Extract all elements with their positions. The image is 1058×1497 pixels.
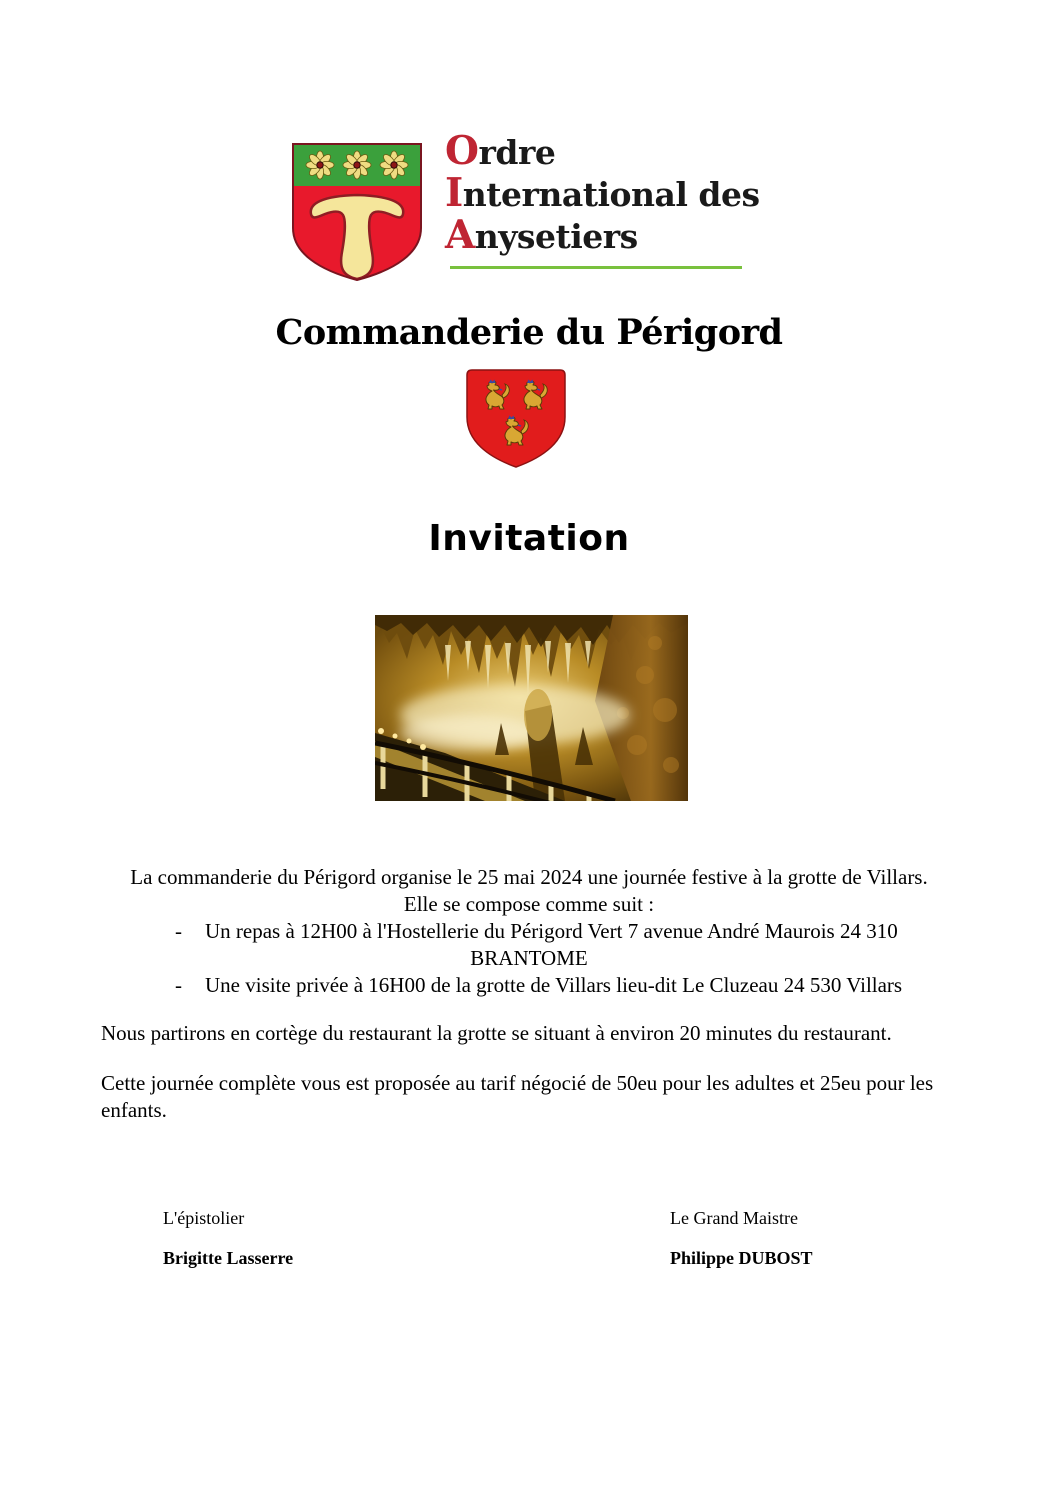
tarif-paragraph [101, 1070, 971, 1124]
signature-left-name: Brigitte Lasserre [163, 1248, 294, 1268]
organisation-name [445, 128, 775, 258]
org-line-3: Anysetiers [445, 212, 638, 258]
bullet-1-text: Un repas à 12H00 à l'Hostellerie du Périgord Vert 7 avenue André Maurois 24 310 [205, 919, 898, 943]
intro-line-1: La commanderie du Périgord organise le 25 mai 2024 une journée festive à la grotte de Villars. [130, 865, 928, 889]
logo-underline [450, 266, 742, 269]
bullet-1-continuation: BRANTOME [470, 946, 588, 970]
org-line-1: Ordre [445, 128, 556, 174]
bullet-1-dash: - [175, 919, 182, 943]
commanderie-title: Commanderie du Périgord [275, 312, 783, 353]
signature-left-role: L'épistolier [163, 1208, 245, 1228]
intro-paragraph [100, 864, 958, 918]
tarif-line-1: Cette journée complète vous est proposée au tarif négocié de 50eu pour les adultes et 25eu pour les [101, 1071, 934, 1095]
signature-right-role: Le Grand Maistre [670, 1208, 798, 1228]
cave-photo [375, 615, 688, 801]
org-line-2: International des [445, 170, 760, 216]
perigord-arms-icon [462, 365, 570, 473]
bullet-2-dash: - [175, 973, 182, 997]
anysetiers-shield-icon [287, 140, 427, 282]
tarif-line-2: enfants. [101, 1098, 167, 1122]
invitation-heading: Invitation [428, 518, 630, 559]
cortege-paragraph: Nous partirons en cortège du restaurant la grotte se situant à environ 20 minutes du restaurant. [101, 1021, 892, 1045]
intro-line-2: Elle se compose comme suit : [403, 892, 655, 916]
signature-right-name: Philippe DUBOST [670, 1248, 813, 1268]
bullet-2-text: Une visite privée à 16H00 de la grotte de Villars lieu-dit Le Cluzeau 24 530 Villars [205, 973, 903, 997]
